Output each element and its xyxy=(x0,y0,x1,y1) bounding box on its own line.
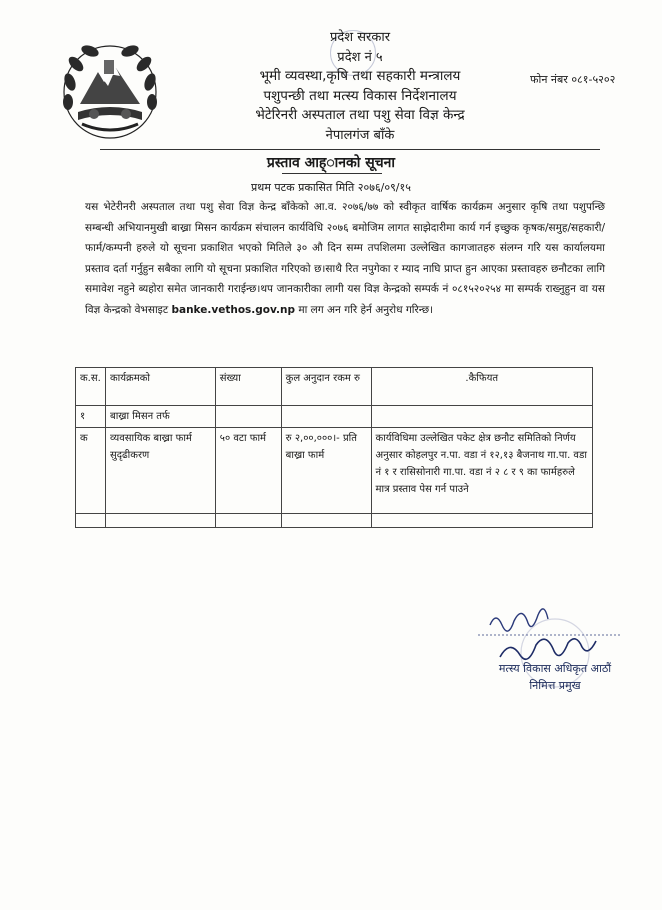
row-amount: रु २,००,०००।- प्रति बाख्रा फार्म xyxy=(281,428,371,514)
nepal-emblem-icon xyxy=(58,42,162,142)
header-remarks: .कैफियत xyxy=(371,368,592,406)
body-text-end: मा लग अन गरि हेर्न अनुरोध गरिन्छ। xyxy=(298,303,434,316)
publication-date: प्रथम पटक प्रकासित मिति २०७६/०९/१५ xyxy=(251,181,411,194)
signatory-title xyxy=(470,660,640,694)
website-link[interactable]: banke.vethos.gov.np xyxy=(171,303,295,316)
notice-body xyxy=(85,197,605,321)
header-line-ministry: भूमी व्यवस्था,कृषि तथा सहकारी मन्त्रालय xyxy=(259,68,461,84)
header-count: संख्या xyxy=(215,368,281,406)
header-line-location: नेपालगंज बाँके xyxy=(325,127,395,143)
table-row xyxy=(76,514,593,528)
section-label: बाख्रा मिसन तर्फ xyxy=(105,406,215,428)
header-line-province: प्रदेश नं ५ xyxy=(337,49,383,65)
signatory-role: निमित्त प्रमुख xyxy=(529,679,581,692)
row-sn: क xyxy=(76,428,106,514)
table-row xyxy=(76,406,593,428)
header-line-government: प्रदेश सरकार xyxy=(329,30,391,45)
body-text-main: यस भेटेरीनरी अस्पताल तथा पशु सेवा विज्ञ केन्द्र बाँकेको आ.व. २०७६/७७ को स्वीकृत वार्षिक कार्यक्रम अनुसार कृषि तथा पशुपन्छि सम्बन्धी अभियानमुखी बाख्रा मिसन कार्यक्रम संचालन कार्यविधि २०७६ बमोजिम लागत साझेदारीमा कार्य गर्न इच्छुक कृषक/समुह/सहकारी/फार्म/कम्पनी हरुले यो सूचना प्रकाशित भएको मितिले ३० औ दिन सम्म तपशिलमा उल्लेखित कागजातहरु संलग्न गरि यस कार्यालयमा प्रस्ताव दर्ता गर्नुहुन सबैका लागि यो सूचना प्रकाशित गरिएको छ।साथै रित नपुगेका र म्याद नाघि प्राप्त हुन आएका प्रस्तावहरु छनौटका लागि समावेश नहुने ब्यहोरा समेत जानकारी गराईन्छ।थप जानकारीका लागी यस विज्ञ केन्द्रको सम्पर्क नं ०८१५२०२५४ मा सम्पर्क राख्नुहुन वा यस विज्ञ केन्द्रको वेभसाइट xyxy=(85,201,605,316)
header-line-office: भेटेरिनरी अस्पताल तथा पशु सेवा विज्ञ केन्द्र xyxy=(255,107,465,123)
row-program: व्यवसायिक बाख्रा फार्म सुदृढीकरण xyxy=(105,428,215,514)
section-sn: १ xyxy=(76,406,106,428)
table-header-row xyxy=(76,368,593,406)
office-header xyxy=(220,28,500,145)
header-program: कार्यक्रमको xyxy=(105,368,215,406)
header-sn: क.स. xyxy=(76,368,106,406)
header-line-directorate: पशुपन्छी तथा मत्स्य विकास निर्देशनालय xyxy=(263,87,457,104)
signatory-designation: मत्स्य विकास अधिकृत आठौं xyxy=(498,662,612,675)
header-divider xyxy=(100,149,600,150)
row-remarks: कार्यविधिमा उल्लेखित पकेट क्षेत्र छनौट समितिको निर्णय अनुसार कोहलपुर न.पा. वडा नं १२,१३ बैजनाथ गा.पा. वडा नं १ र रासिसोनारी गा.पा. वडा नं २ ८ र ९ का फार्महरुले मात्र प्रस्ताव पेस गर्न पाउने xyxy=(371,428,592,514)
title-underline xyxy=(282,173,382,174)
table-row xyxy=(76,428,593,514)
notice-title: प्रस्ताव आह्ानको सूचना xyxy=(266,155,396,171)
header-amount: कुल अनुदान रकम रु xyxy=(281,368,371,406)
program-table xyxy=(75,367,593,528)
row-count: ५० वटा फार्म xyxy=(215,428,281,514)
phone-number: फोन नंबर ०८१-५२०२ xyxy=(530,73,616,86)
